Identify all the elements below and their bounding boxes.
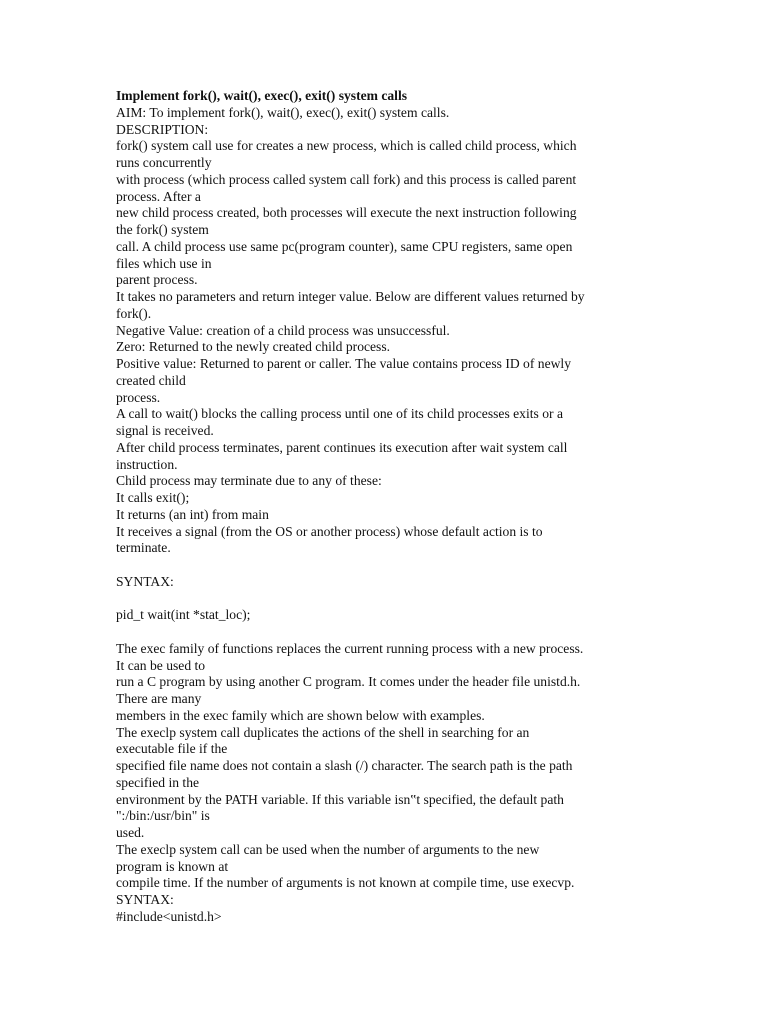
- text-line: process. After a: [116, 188, 201, 204]
- text-line: used.: [116, 825, 145, 840]
- document-body: [116, 88, 661, 926]
- text-line: call. A child process use same pc(program counter), same CPU registers, same open: [116, 238, 573, 254]
- text-line: files which use in: [116, 255, 212, 271]
- text-line: runs concurrently: [116, 155, 212, 170]
- text-line: parent process.: [116, 272, 198, 288]
- text-line: It can be used to: [116, 657, 206, 673]
- text-line: executable file if the: [116, 741, 228, 757]
- text-line: fork() system call use for creates a new process, which is called child process, which: [116, 138, 577, 154]
- text-line: compile time. If the number of arguments is not known at compile time, use execvp.: [116, 875, 575, 891]
- text-line: Child process may terminate due to any of these:: [116, 473, 382, 489]
- text-line: Negative Value: creation of a child process was unsuccessful.: [116, 322, 450, 338]
- text-line: signal is received.: [116, 423, 214, 438]
- text-line: It receives a signal (from the OS or another process) whose default action is to: [116, 523, 543, 539]
- text-line: environment by the PATH variable. If this variable isn‟t specified, the default path: [116, 791, 564, 807]
- text-line: members in the exec family which are shown below with examples.: [116, 707, 485, 723]
- text-line: The exec family of functions replaces the current running process with a new process.: [116, 640, 584, 656]
- text-line: created child: [116, 372, 186, 388]
- text-line: instruction.: [116, 456, 178, 472]
- text-line: It calls exit();: [116, 490, 190, 505]
- blank-line: [116, 557, 661, 574]
- text-line: fork().: [116, 305, 152, 321]
- text-line: program is known at: [116, 858, 229, 874]
- text-line: The execlp system call duplicates the actions of the shell in searching for an: [116, 724, 530, 740]
- text-line: The execlp system call can be used when the number of arguments to the new: [116, 841, 540, 857]
- text-line: #include<unistd.h>: [116, 908, 222, 924]
- document-title: Implement fork(), wait(), exec(), exit() system calls: [116, 88, 408, 103]
- text-line: It takes no parameters and return integer value. Below are different values returned by: [116, 289, 585, 304]
- text-line: pid_t wait(int *stat_loc);: [116, 607, 251, 623]
- text-line: run a C program by using another C program. It comes under the header file unistd.h.: [116, 674, 581, 690]
- text-line: process.: [116, 389, 161, 405]
- text-line: Zero: Returned to the newly created child process.: [116, 339, 391, 355]
- text-line: SYNTAX:: [116, 573, 174, 589]
- text-line: DESCRIPTION:: [116, 121, 209, 137]
- text-line: Positive value: Returned to parent or caller. The value contains process ID of newly: [116, 356, 572, 371]
- text-line: AIM: To implement fork(), wait(), exec(), exit() system calls.: [116, 104, 450, 120]
- text-line: terminate.: [116, 540, 171, 556]
- text-line: It returns (an int) from main: [116, 506, 269, 522]
- text-line: After child process terminates, parent continues its execution after wait system call: [116, 439, 568, 455]
- text-line: new child process created, both processes will execute the next instruction following: [116, 205, 577, 221]
- text-line: specified file name does not contain a slash (/) character. The search path is the path: [116, 758, 573, 773]
- text-line: SYNTAX:: [116, 892, 174, 907]
- text-line: There are many: [116, 691, 202, 706]
- text-line: specified in the: [116, 774, 200, 790]
- blank-line: [116, 624, 661, 641]
- text-line: the fork() system: [116, 222, 209, 237]
- text-line: A call to wait() blocks the calling process until one of its child processes exits or a: [116, 406, 563, 422]
- text-line: ":/bin:/usr/bin" is: [116, 808, 210, 824]
- text-line: with process (which process called system call fork) and this process is called parent: [116, 171, 577, 187]
- blank-line: [116, 591, 661, 608]
